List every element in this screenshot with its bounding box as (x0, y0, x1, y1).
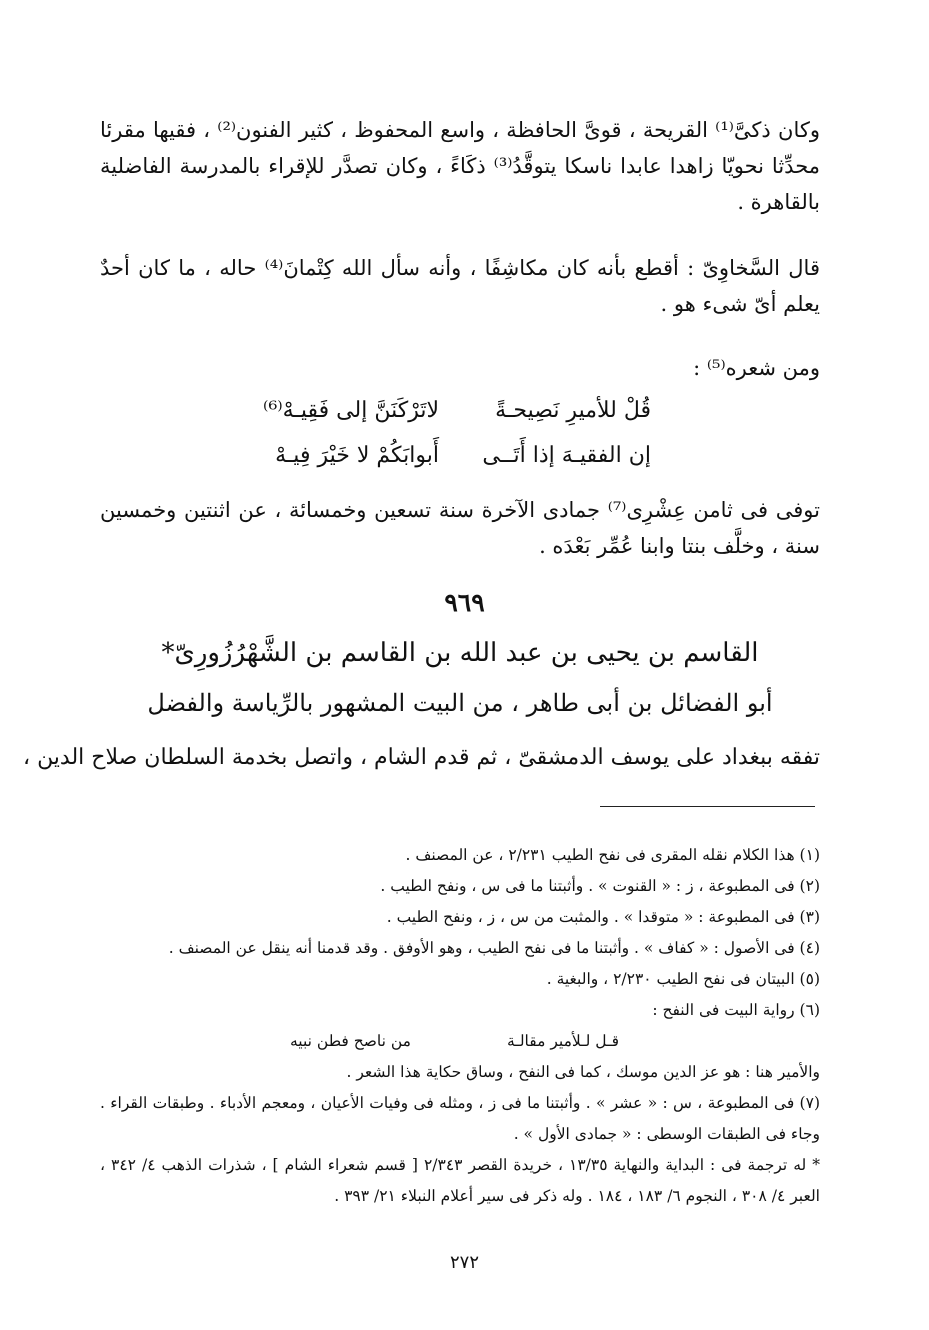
footnote-biography-sources: * له ترجمة فى : البداية والنهاية ١٣/٣٥ ، خريدة القصر ٢/٣٤٣ [ قسم شعراء الشام ] ، شذرات الذهب ٤/ ٣٤٢ ، العبر ٤/ ٣٠٨ ، النجوم ٦/ ١٨٣ ، ١٨٤ . وله ذكر فى سير أعلام النبلاء ٢١/ ٣٩٣ . (100, 1156, 821, 1205)
footnote-3: (٣) فى المطبوعة : « متوقدا » . والمثبت من س ، ز ، ونفح الطيب . (386, 908, 820, 926)
verse-2-first-hemistich: إن الفقيـهَ إذا أَتَــى (482, 443, 651, 468)
entry-subtitle: أبو الفضائل بن أبى طاهر ، من البيت المشهور بالرِّياسة والفضل (147, 689, 773, 717)
entry-text: تفقه ببغداد على يوسف الدمشقىّ ، ثم قدم الشام ، واتصل بخدمة السلطان صلاح الدين ، (22, 745, 820, 770)
paragraph-death-date: توفى فى ثامن عِشْرِى⁽⁷⁾ جمادى الآخرة سنة تسعين وخمسائة ، عن اثنتين وخمسين سنة ، وخلَّف بنتا وابنا عُمِّر بَعْدَه . (100, 498, 820, 558)
footnote-divider (600, 806, 815, 807)
footnote-6: (٦) رواية البيت فى النفح : (652, 1001, 820, 1019)
page-number: ٢٧٢ (449, 1252, 479, 1273)
paragraph-poetry-intro: ومن شعره⁽⁵⁾ : (693, 356, 820, 380)
footnote-6-verse-first-hemistich: قـل لـلأمير مقالـة (506, 1032, 619, 1050)
verse-1-first-hemistich: قُلْ للأميرِ نَصِيحـةً (495, 398, 651, 423)
footnote-7: (٧) فى المطبوعة ، س : « عشر » . وأثبتنا ما فى ز ، ومثله فى وفيات الأعيان ، ومعجم الأدباء . وطبقات القراء . وجاء فى الطبقات الوسطى : « جمادى الأول » . (100, 1094, 820, 1143)
footnote-6-verse-second-hemistich: من ناصح فطن نبيه (290, 1032, 411, 1050)
footnote-6-continuation: والأمير هنا : هو عز الدين موسك ، كما فى النفح ، وساق حكاية هذا الشعر . (346, 1063, 820, 1081)
footnote-4: (٤) فى الأصول : « كفاف » . وأثبتنا ما فى نفح الطيب ، وهو الأوفق . وقد قدمنا أنه ينقل عن المصنف . (168, 939, 820, 957)
verse-1-second-hemistich: لاتَرْكَنَنَّ إلى فَقِيـهْ⁽⁶⁾ (263, 398, 439, 423)
footnote-1: (١) هذا الكلام نقله المقرى فى نفح الطيب ٢/٢٣١ ، عن المصنف . (405, 846, 820, 864)
verse-2-second-hemistich: أَبوابَكُمْ لا خَيْرَ فِيـهْ (275, 443, 439, 468)
paragraph-sakhawi-quote: قال السَّخاوِىّ : أقطع بأنه كان مكاشِفًا ، وأنه سأل الله كِتْمانَ⁽⁴⁾ حاله ، ما كان أحدٌ يعلم أىّ شىء هو . (100, 256, 820, 316)
footnote-2: (٢) فى المطبوعة ، ز : « القنوت » . وأثبتنا ما فى س ، ونفح الطيب . (380, 877, 820, 895)
footnote-5: (٥) البيتان فى نفح الطيب ٢/٢٣٠ ، والبغية . (546, 970, 820, 988)
entry-number: ٩٦٩ (444, 588, 485, 617)
paragraph-scholar-description: وكان ذكىَّ⁽¹⁾ القريحة ، قوىَّ الحافظة ، واسع المحفوظ ، كثير الفنون⁽²⁾ ، فقيها مقرئا محدِّثا نحويّا زاهدا عابدا ناسكا يتوقَّدُ⁽³⁾ ذكَاءً ، وكان تصدَّر للإقراء بالمدرسة الفاضلية بالقاهرة . (100, 118, 820, 214)
entry-title: القاسم بن يحيى بن عبد الله بن القاسم بن الشَّهْرُزُورِىّ* (161, 638, 759, 668)
